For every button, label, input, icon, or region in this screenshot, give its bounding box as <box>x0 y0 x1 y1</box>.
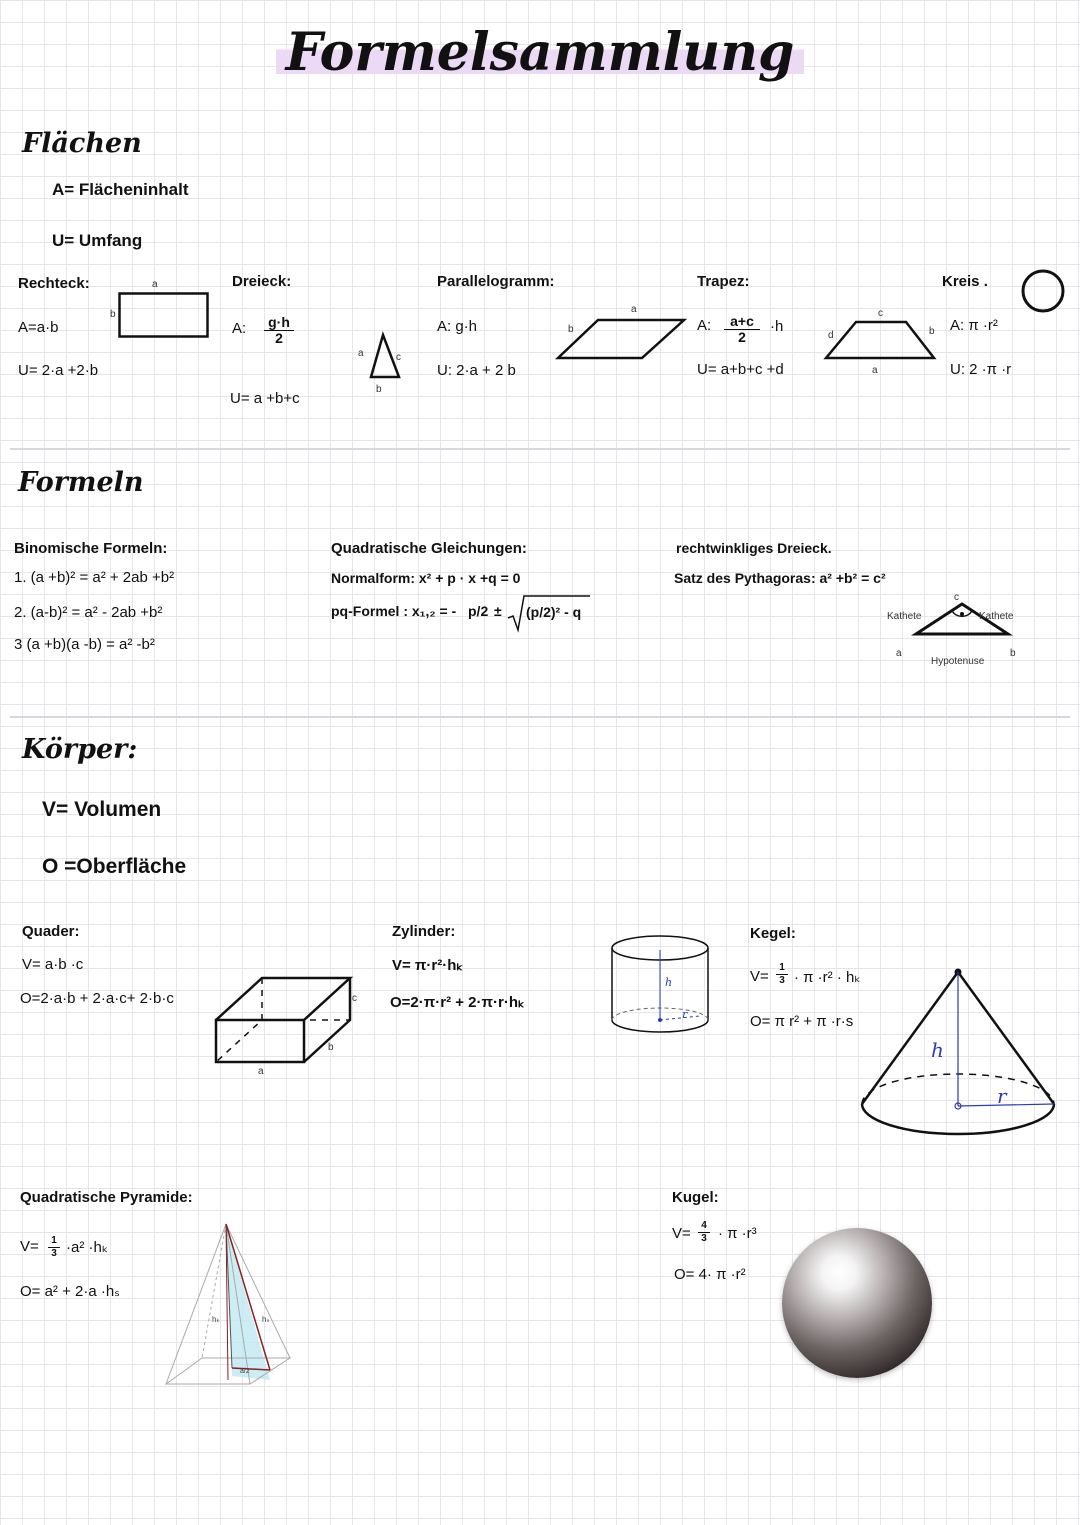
kugel-title: Kugel: <box>672 1189 719 1206</box>
trapez-perimeter-formula: U= a+b+c +d <box>697 361 784 378</box>
dreieck-area-label: A: <box>232 320 247 337</box>
quader-title: Quader: <box>22 923 80 940</box>
trapez-label-c: c <box>878 308 883 319</box>
cone-shape <box>856 966 1060 1146</box>
kreis-area-formula: A: π ·r² <box>950 317 998 334</box>
pyramide-title: Quadratische Pyramide: <box>20 1189 193 1206</box>
kegel-label-r: r <box>997 1084 1007 1108</box>
pq-formel-radicand: (p/2)² - q <box>526 604 582 620</box>
pythagoras-label-a: a <box>896 648 902 659</box>
dreieck-perimeter-formula: U= a +b+c <box>230 390 300 407</box>
binomische-formeln-title: Binomische Formeln: <box>14 540 168 557</box>
parallelogramm-perimeter-formula: U: 2·a + 2 b <box>437 362 516 379</box>
cylinder-shape <box>610 934 712 1038</box>
pyramide-denominator: 3 <box>51 1248 57 1259</box>
trapez-label-d: d <box>828 330 834 341</box>
rechteck-area-formula: A=a·b <box>18 319 59 336</box>
rectangle-shape <box>118 292 210 338</box>
parallelogramm-area-formula: A: g·h <box>437 318 478 335</box>
dreieck-label-a: a <box>358 348 364 359</box>
pyramid-shape <box>162 1220 294 1390</box>
parallelogramm-label-b: b <box>568 324 574 335</box>
quader-label-c: c <box>352 993 357 1004</box>
dreieck-area-fraction <box>264 314 294 346</box>
section-heading-flaechen: Flächen <box>22 128 142 159</box>
zylinder-volume-formula: V= π·r²·hₖ <box>392 957 463 974</box>
parallelogramm-title: Parallelogramm: <box>437 273 555 290</box>
pythagoras-kathete-right: Kathete <box>979 611 1014 622</box>
pyramide-surface-formula: O= a² + 2·a ·hₛ <box>20 1283 120 1300</box>
trapezoid-shape <box>824 320 936 360</box>
dreieck-denominator: 2 <box>275 330 283 346</box>
pyramide-volume-label: V= <box>20 1238 39 1255</box>
trapez-area-suffix: ·h <box>770 318 784 335</box>
zylinder-surface-formula: O=2·π·r² + 2·π·r·hₖ <box>390 994 525 1011</box>
trapez-label-b: b <box>929 326 935 337</box>
pq-formel-prefix: pq-Formel : x₁,₂ = - <box>331 603 457 619</box>
kegel-numerator: 1 <box>776 962 788 975</box>
pq-formel-plusminus: ± <box>494 603 502 619</box>
kugel-surface-formula: O= 4· π ·r² <box>674 1266 746 1283</box>
section-divider <box>10 448 1070 450</box>
rechteck-title: Rechteck: <box>18 275 90 292</box>
pythagoras-formula: Satz des Pythagoras: a² +b² = c² <box>674 570 886 586</box>
kugel-numerator: 4 <box>698 1220 710 1233</box>
pq-formel-fraction: p/2 <box>468 603 489 619</box>
kegel-volume-fraction <box>776 962 788 987</box>
normalform-formula: Normalform: x² + p · x +q = 0 <box>331 570 521 586</box>
dreieck-numerator: g·h <box>264 314 294 331</box>
page-title: Formelsammlung <box>0 22 1080 83</box>
dreieck-label-b: b <box>376 384 382 395</box>
circle-shape <box>1020 268 1068 316</box>
kegel-volume-label: V= <box>750 968 769 985</box>
kegel-denominator: 3 <box>779 975 785 986</box>
kegel-title: Kegel: <box>750 925 796 942</box>
quader-volume-formula: V= a·b ·c <box>22 956 84 973</box>
dreieck-label-c: c <box>396 352 401 363</box>
trapez-title: Trapez: <box>697 273 750 290</box>
binomische-formel-2: 2. (a-b)² = a² - 2ab +b² <box>14 604 163 621</box>
pythagoras-label-b: b <box>1010 648 1016 659</box>
trapez-label-a: a <box>872 365 878 376</box>
quader-label-a: a <box>258 1066 264 1077</box>
pythagoras-title: rechtwinkliges Dreieck. <box>676 540 832 556</box>
zylinder-title: Zylinder: <box>392 923 456 940</box>
section-heading-koerper: Körper: <box>22 734 138 765</box>
zylinder-label-r: r <box>682 1008 688 1021</box>
zylinder-label-h: h <box>665 976 673 989</box>
rechteck-perimeter-formula: U= 2·a +2·b <box>18 362 99 379</box>
pythagoras-label-c: c <box>954 592 959 603</box>
kugel-denominator: 3 <box>701 1233 707 1244</box>
quader-label-b: b <box>328 1042 334 1053</box>
rechteck-label-b: b <box>110 309 116 320</box>
legend-umfang: U= Umfang <box>52 231 143 250</box>
legend-flaecheninhalt: A= Flächeninhalt <box>52 180 189 199</box>
legend-oberflaeche: O =Oberfläche <box>42 855 187 878</box>
quader-surface-formula: O=2·a·b + 2·a·c+ 2·b·c <box>20 990 174 1007</box>
kreis-title: Kreis . <box>942 273 988 290</box>
pyramide-numerator: 1 <box>48 1235 60 1248</box>
parallelogramm-label-a: a <box>631 304 637 315</box>
kugel-volume-label: V= <box>672 1225 691 1242</box>
trapez-area-label: A: <box>697 317 712 334</box>
kegel-surface-formula: O= π r² + π ·r·s <box>750 1013 854 1030</box>
pyramide-label-hs: hₛ <box>262 1315 270 1324</box>
kreis-perimeter-formula: U: 2 ·π ·r <box>950 361 1012 378</box>
pyramide-volume-rest: ·a² ·hₖ <box>66 1239 109 1256</box>
pyramide-volume-fraction <box>48 1235 60 1260</box>
pyramide-label-a-half: a/2 <box>240 1368 250 1375</box>
legend-volumen: V= Volumen <box>42 798 162 821</box>
section-heading-formeln: Formeln <box>18 467 144 498</box>
trapez-denominator: 2 <box>738 329 746 345</box>
binomische-formel-1: 1. (a +b)² = a² + 2ab +b² <box>14 569 175 586</box>
sphere-image <box>782 1228 932 1378</box>
rechteck-label-a: a <box>152 279 158 290</box>
pythagoras-kathete-left: Kathete <box>887 611 922 622</box>
binomische-formel-3: 3 (a +b)(a -b) = a² -b² <box>14 636 155 653</box>
trapez-area-fraction <box>724 314 760 344</box>
kugel-volume-fraction <box>698 1220 710 1245</box>
section-divider <box>10 716 1070 718</box>
pythagoras-hypotenuse: Hypotenuse <box>931 656 985 667</box>
quadratische-gleichungen-title: Quadratische Gleichungen: <box>331 540 527 557</box>
kugel-volume-rest: · π ·r³ <box>718 1225 757 1242</box>
parallelogram-shape <box>556 318 686 360</box>
kegel-label-h: h <box>931 1038 944 1062</box>
dreieck-title: Dreieck: <box>232 273 292 290</box>
trapez-numerator: a+c <box>724 314 760 330</box>
cuboid-shape <box>212 974 362 1066</box>
pyramide-label-hk: hₖ <box>212 1315 220 1324</box>
kegel-volume-rest: · π ·r² · hₖ <box>794 969 861 986</box>
